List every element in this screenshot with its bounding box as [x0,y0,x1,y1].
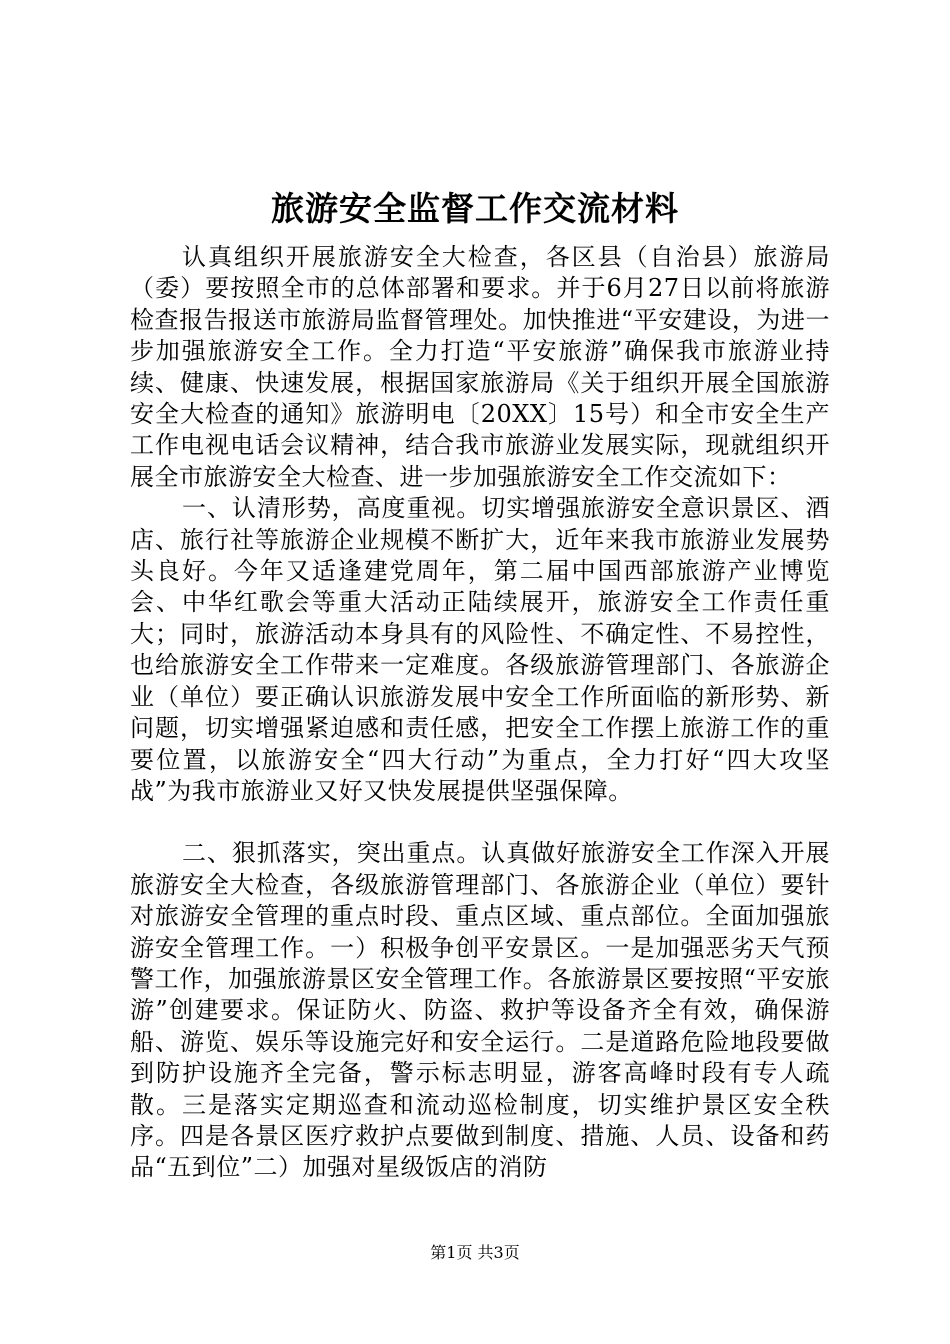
document-body [130,242,830,1184]
paragraph-intro: 认真组织开展旅游安全大检查，各区县（自治县）旅游局（委）要按照全市的总体部署和要求。并于6月27日以前将旅游检查报告报送市旅游局监督管理处。加快推进“平安建设，为进一步加强旅游安全工作。全力打造“平安旅游”确保我市旅游业持续、健康、快速发展，根据国家旅游局《关于组织开展全国旅游安全大检查的通知》旅游明电〔20XX〕15号）和全市安全生产工作电视电话会议精神，结合我市旅游业发展实际，现就组织开展全市旅游安全大检查、进一步加强旅游安全工作交流如下： [130,243,830,491]
document-title: 旅游安全监督工作交流材料 [271,189,679,228]
page-number-footer: 第1页 共3页 [430,1243,520,1262]
paragraph-section-one: 一、认清形势，高度重视。切实增强旅游安全意识景区、酒店、旅行社等旅游企业规模不断扩大，近年来我市旅游业发展势头良好。今年又适逢建党周年，第二届中国西部旅游产业博览会、中华红歌会等重大活动正陆续展开，旅游安全工作责任重大；同时，旅游活动本身具有的风险性、不确定性、不易控性，也给旅游安全工作带来一定难度。各级旅游管理部门、各旅游企业（单位）要正确认识旅游发展中安全工作所面临的新形势、新问题，切实增强紧迫感和责任感，把安全工作摆上旅游工作的重要位置，以旅游安全“四大行动”为重点，全力打好“四大攻坚战”为我市旅游业又好又快发展提供坚强保障。 [130,494,830,805]
paragraph-spacer [130,807,830,838]
paragraph-section-two: 二、狠抓落实，突出重点。认真做好旅游安全工作深入开展旅游安全大检查，各级旅游管理部门、各旅游企业（单位）要针对旅游安全管理的重点时段、重点区域、重点部位。全面加强旅游安全管理工作。一）积极争创平安景区。一是加强恶劣天气预警工作，加强旅游景区安全管理工作。各旅游景区要按照“平安旅游”创建要求。保证防火、防盗、救护等设备齐全有效，确保游船、游览、娱乐等设施完好和安全运行。二是道路危险地段要做到防护设施齐全完备，警示标志明显，游客高峰时段有专人疏散。三是落实定期巡查和流动巡检制度，切实维护景区安全秩序。四是各景区医疗救护点要做到制度、措施、人员、设备和药品“五到位”二）加强对星级饭店的消防 [130,839,830,1182]
